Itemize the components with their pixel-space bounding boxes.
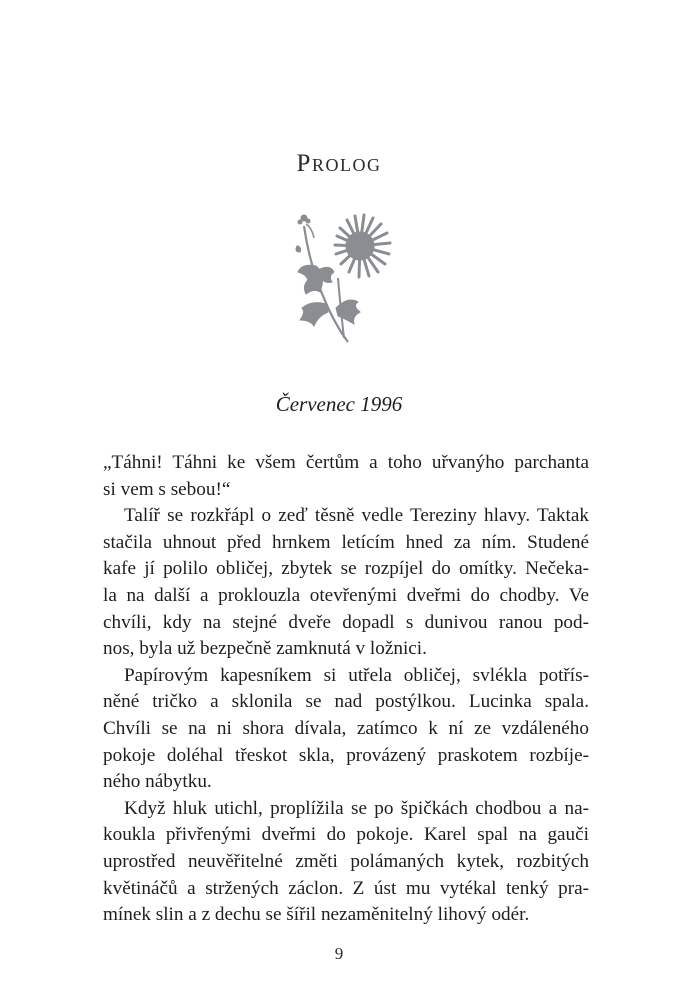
- paragraph: [103, 503, 589, 663]
- chrysanthemum-flower-icon: [292, 208, 402, 346]
- text-line: Když hluk utichl, proplížila se po špičkách chodbou a na-: [124, 797, 589, 819]
- date-heading: Červenec 1996: [275, 392, 403, 416]
- text-line: pokoje doléhal třeskot skla, provázený praskotem rozbíje-: [103, 744, 589, 766]
- paragraph: [103, 450, 589, 503]
- text-line: stačila uhnout před hrnkem letícím hned za ním. Studené: [103, 531, 589, 553]
- text-line: la na další a proklouzla otevřenými dveřmi do chodby. Ve: [103, 584, 589, 606]
- text-line: koukla přivřenými dveřmi do pokoje. Karel spal na gauči: [103, 824, 589, 846]
- text-line: něné tričko a sklonila se nad postýlkou. Lucinka spala.: [103, 691, 589, 713]
- chapter-title: Prolog: [296, 150, 382, 177]
- text-line: nos, byla už bezpečně zamknutá v ložnici.: [103, 638, 427, 660]
- text-line: Talíř se rozkřápl o zeď těsně vedle Tereziny hlavy. Taktak: [124, 505, 589, 527]
- text-line: Papírovým kapesníkem si utřela obličej, svlékla potřís-: [124, 664, 589, 686]
- body-text: [103, 450, 589, 929]
- text-line: kafe jí polilo obličej, zbytek se rozpíjel do omítky. Nečeka-: [103, 558, 589, 580]
- text-line: Chvíli se na ni shora dívala, zatímco k ní ze vzdáleného: [103, 717, 589, 739]
- text-line: ného nábytku.: [103, 771, 212, 793]
- text-line: mínek slin a z dechu se šířil nezaměnitelný lihový odér.: [103, 904, 530, 926]
- text-line: chvíli, kdy na stejné dveře dopadl s dunivou ranou pod-: [103, 611, 589, 633]
- page-number: 9: [334, 944, 344, 963]
- text-line: si vem s sebou!“: [103, 478, 231, 500]
- paragraph: [103, 663, 589, 796]
- text-line: „Táhni! Táhni ke všem čertům a toho uřvanýho parchanta: [103, 452, 589, 473]
- paragraph: [103, 796, 589, 929]
- text-line: květináčů a stržených záclon. Z úst mu vytékal tenký pra-: [103, 877, 589, 899]
- text-line: uprostřed neuvěřitelné změti polámaných kytek, rozbitých: [103, 850, 589, 872]
